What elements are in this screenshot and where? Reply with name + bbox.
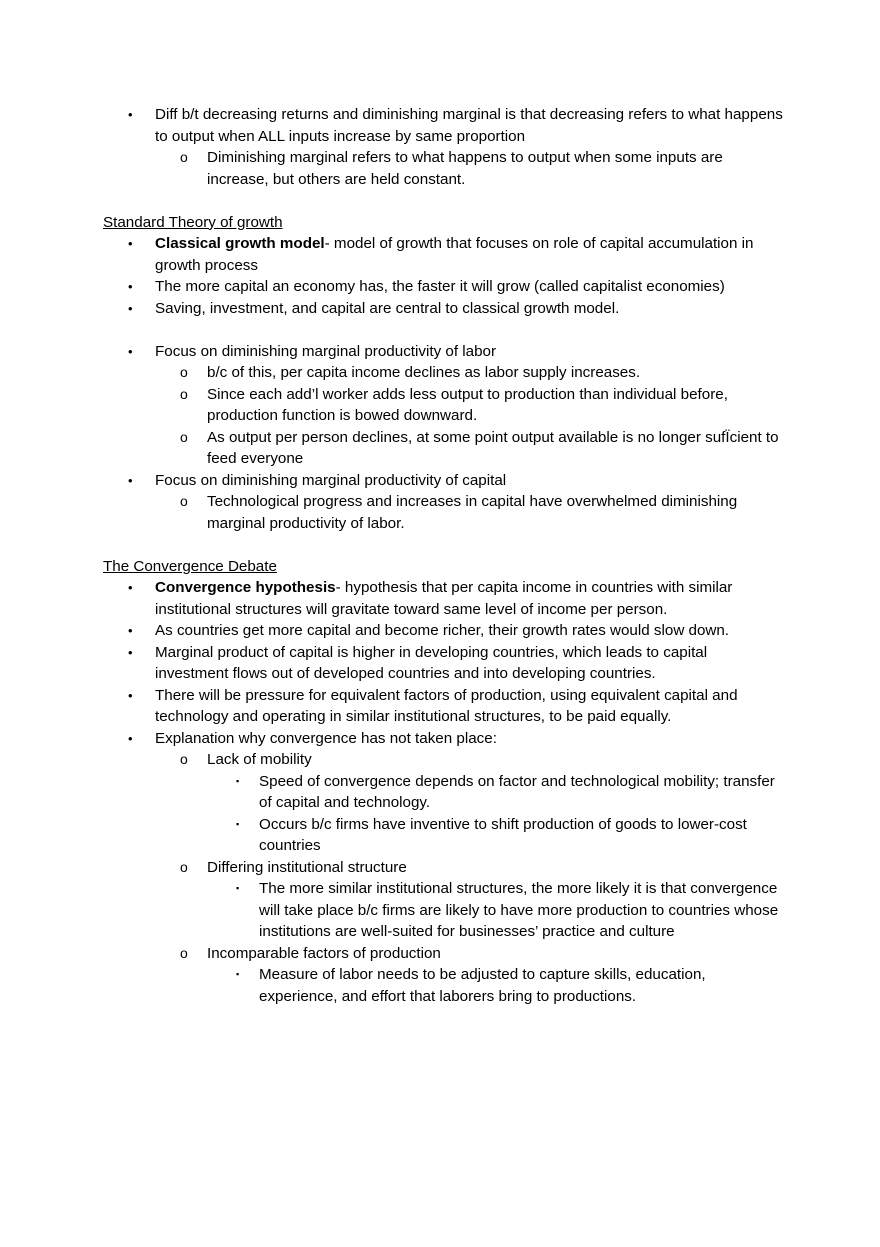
circle-bullet-icon: o	[180, 149, 188, 165]
sub-sub-list	[207, 771, 783, 857]
list-item	[103, 341, 783, 470]
list-item	[103, 728, 783, 1008]
sub-list-item	[155, 749, 783, 857]
list-item	[103, 620, 783, 642]
term-classical-growth-model: Classical growth model	[155, 235, 325, 252]
term-definition: - hypothesis that per capita income in countries with similar institutional structures will gravitate toward same level of income per person.	[155, 579, 733, 618]
bullet-icon: •	[128, 300, 133, 316]
section-heading-convergence-debate: The Convergence Debate	[103, 557, 277, 575]
circle-bullet-icon: o	[180, 364, 188, 380]
sub-list-item	[155, 943, 783, 1008]
list-item-text: Explanation why convergence has not taken place:	[155, 729, 497, 747]
square-bullet-icon: ▪	[236, 775, 240, 786]
square-bullet-icon: ▪	[236, 969, 240, 979]
list-item-text: The more capital an economy has, the faster it will grow (called capitalist economies)	[155, 278, 725, 295]
term-definition: - model of growth that focuses on role of capital accumulation in growth process	[155, 235, 754, 274]
bullet-icon: •	[128, 580, 133, 595]
sub-list-item-text: Since each add’l worker adds less output to production than individual before, production function is bowed downward.	[207, 385, 728, 424]
sub-sub-list-item	[207, 964, 783, 1007]
list-item-text: As countries get more capital and become richer, their growth rates would slow down.	[155, 622, 730, 639]
sub-sub-list	[207, 964, 783, 1007]
bullet-icon: •	[128, 472, 133, 488]
intro-list	[103, 104, 783, 190]
sub-list-item-text: Incomparable factors of production	[207, 944, 441, 962]
list-item	[103, 470, 783, 535]
bullet-icon: •	[128, 343, 133, 359]
sub-sub-list	[207, 878, 783, 943]
bullet-icon: •	[128, 279, 133, 294]
circle-bullet-icon: o	[180, 385, 188, 402]
productivity-list	[103, 341, 783, 535]
bullet-icon: •	[128, 623, 133, 638]
bullet-icon: •	[128, 687, 133, 703]
spacer	[103, 319, 783, 341]
bullet-icon: •	[128, 730, 133, 746]
sub-list	[155, 749, 783, 1007]
sub-sub-list-item-text: Speed of convergence depends on factor and technological mobility; transfer of capital and technology.	[259, 772, 775, 811]
sub-list-item-text: Technological progress and increases in capital have overwhelmed diminishing marginal productivity of labor.	[207, 493, 738, 532]
sub-list-item	[155, 491, 783, 534]
list-item	[103, 642, 783, 685]
list-item	[103, 685, 783, 728]
sub-list-item	[155, 362, 783, 384]
sub-list-item	[155, 857, 783, 943]
sub-sub-list-item	[207, 771, 783, 814]
section-heading-standard-theory: Standard Theory of growth	[103, 213, 283, 231]
sub-list-item-text: Lack of mobility	[207, 751, 312, 768]
bullet-icon: •	[128, 236, 133, 251]
circle-bullet-icon: o	[180, 858, 188, 875]
square-bullet-icon: ▪	[236, 883, 240, 893]
term-convergence-hypothesis: Convergence hypothesis	[155, 579, 336, 596]
sub-list	[155, 147, 783, 190]
circle-bullet-icon: o	[180, 493, 188, 509]
sub-list-item	[155, 147, 783, 190]
sub-list-item-text: Differing institutional structure	[207, 858, 407, 876]
bullet-icon: •	[128, 107, 133, 122]
list-item-text: Marginal product of capital is higher in developing countries, which leads to capital investment flows out of developed countries and into developing countries.	[155, 643, 708, 682]
circle-bullet-icon: o	[180, 428, 188, 445]
list-item	[103, 233, 783, 276]
sub-sub-list-item	[207, 814, 783, 857]
sub-sub-list-item-text: Measure of labor needs to be adjusted to capture skills, education, experience, and effort that laborers bring to productions.	[259, 966, 706, 1005]
list-item	[103, 298, 783, 320]
list-item	[103, 104, 783, 190]
circle-bullet-icon: o	[180, 751, 188, 767]
list-item-text: There will be pressure for equivalent factors of production, using equivalent capital and technology and operating in similar institutional structures, to be paid equally.	[155, 686, 738, 725]
sub-list-item-text: As output per person declines, at some point output available is no longer sufÏcient to feed everyone	[207, 428, 779, 467]
square-bullet-icon: ▪	[236, 818, 240, 829]
sub-list-item-text: Diminishing marginal refers to what happens to output when some inputs are increase, but others are held constant.	[207, 149, 723, 188]
sub-list	[155, 362, 783, 470]
sub-list-item	[155, 427, 783, 470]
list-item-text: Focus on diminishing marginal productivity of labor	[155, 342, 497, 360]
sub-sub-list-item-text: The more similar institutional structures, the more likely it is that convergence will take place b/c firms are likely to have more production to countries whose institutions are well-suited for businesses’ practice and culture	[259, 880, 779, 940]
sub-sub-list-item	[207, 878, 783, 943]
spacer	[103, 534, 783, 556]
list-item	[103, 577, 783, 620]
convergence-list	[103, 577, 783, 1007]
standard-theory-list	[103, 233, 783, 319]
bullet-icon: •	[128, 644, 133, 660]
sub-list	[155, 491, 783, 534]
list-item-text: Saving, investment, and capital are central to classical growth model.	[155, 299, 620, 317]
list-item-text: Diff b/t decreasing returns and diminishing marginal is that decreasing refers to what happens to output when ALL inputs increase by same proportion	[155, 106, 783, 145]
spacer	[103, 190, 783, 212]
sub-list-item	[155, 384, 783, 427]
sub-sub-list-item-text: Occurs b/c firms have inventive to shift production of goods to lower-cost countries	[259, 815, 747, 854]
list-item-text: Focus on diminishing marginal productivity of capital	[155, 471, 507, 489]
sub-list-item-text: b/c of this, per capita income declines as labor supply increases.	[207, 364, 641, 381]
circle-bullet-icon: o	[180, 944, 188, 961]
document-body	[103, 104, 783, 1007]
list-item	[103, 276, 783, 298]
